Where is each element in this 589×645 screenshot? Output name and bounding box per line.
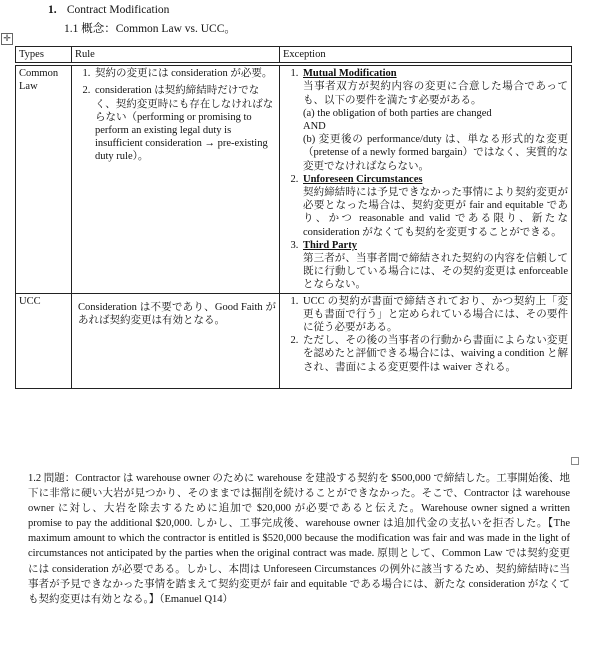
exception-title: 2. Unforeseen Circumstances	[303, 173, 423, 185]
problem-paragraph: 1.2 問題：Contractor は warehouse owner のために warehouse を建設する契約を $500,000 で締結した。工事開始後、地下に非常に硬い大岩が見つかり、そのままでは掘削を続けることができなかった。そこで、Contractor は warehouse owner に対し、大岩を除去するために追加で $20,000 が必要であると伝えた。Warehouse owner signed a written promise to pay the additional $20,000. しかし、工事完成後、warehouse owner は追加代金の支払いを拒否した。【The maximum amount to which the contractor is entitled is $520,000 because the modification was fair and was made in the light of circumstances not anticipated by the parties when the original contract was made. 原則として、Common Law では契約変更には consideration が必要である。しかし、本問は Unforeseen Circumstances の例外に該当するため、契約締結時に当事者が予見できなかった事情を踏まえて契約変更が fair and equitable である場合には、新たな consideration がなくても契約変更は有効となる。】（Emanuel Q14）	[28, 473, 570, 605]
exception-body: 第三者が、当事者間で締結された契約の内容を信頼して既に行動している場合には、その契約変更は enforceable とならない。	[303, 253, 568, 291]
subsection-heading: 1.1 概念：Common Law vs. UCC。	[64, 23, 236, 35]
section-title: Contract Modification	[66, 4, 170, 16]
table-header-row	[16, 47, 572, 65]
exception-title: 3. Third Party	[303, 239, 357, 251]
comparison-table	[15, 46, 572, 389]
exception-and: AND	[303, 121, 326, 133]
exception-item	[301, 67, 568, 173]
type-ucc: UCC	[16, 293, 72, 388]
rule-item: 2. consideration は契約締結時だけでなく、契約変更時にも存在しなければならない（performing or promising to perform an existing legal duty is insufficient consideration → pre-existing duty rule）。	[93, 84, 276, 163]
table-row-ucc	[16, 293, 572, 388]
section-number: 1.	[48, 4, 57, 16]
exception-body: 契約締結時には予見できなかった事情により契約変更が必要となった場合は、契約変更が fair and equitable であり、かつ reasonable and valid である限り、新たな consideration がなくても契約を変更することができる。	[303, 187, 568, 238]
type-common-law: Common Law	[16, 64, 72, 293]
table-row-common-law	[16, 64, 572, 293]
exception-item: 1. UCC の契約が書面で締結されており、かつ契約上「変更も書面で行う」と定められている場合には、その要件に従う必要がある。	[301, 295, 568, 335]
header-rule: Rule	[72, 47, 280, 65]
exception-item: 2. ただし、その後の当事者の行動から書面によらない変更を認めたと評価できる場合には、waiving a condition と解され、書面による変更要件は waiver される。	[301, 334, 568, 374]
header-types: Types	[16, 47, 72, 65]
exception-item	[301, 239, 568, 292]
exception-condition-a: (a) the obligation of both parties are changed	[303, 107, 492, 119]
section-heading	[48, 4, 169, 16]
table-resize-handle-icon[interactable]	[571, 457, 579, 465]
exception-item	[301, 173, 568, 239]
rule-common-law-cell	[72, 64, 280, 293]
exception-condition-b: (b) 変更後の performance/duty は、単なる形式的な変更（pretense of a newly formed bargain）ではなく、実質的な変更でなければならない。	[303, 134, 568, 172]
rule-ucc: Consideration は不要であり、Good Faith があれば契約変更は有効となる。	[72, 293, 280, 388]
exception-ucc-cell	[280, 293, 572, 388]
exception-common-law-cell	[280, 64, 572, 293]
exception-body: 当事者双方が契約内容の変更に合意した場合であっても、以下の要件を満たす必要がある。	[303, 81, 568, 106]
table-move-handle-icon[interactable]: ✛	[1, 33, 13, 45]
rule-item: 1. 契約の変更には consideration が必要。	[93, 67, 276, 80]
header-exception: Exception	[280, 47, 572, 65]
exception-title: 1. Mutual Modification	[303, 68, 397, 80]
